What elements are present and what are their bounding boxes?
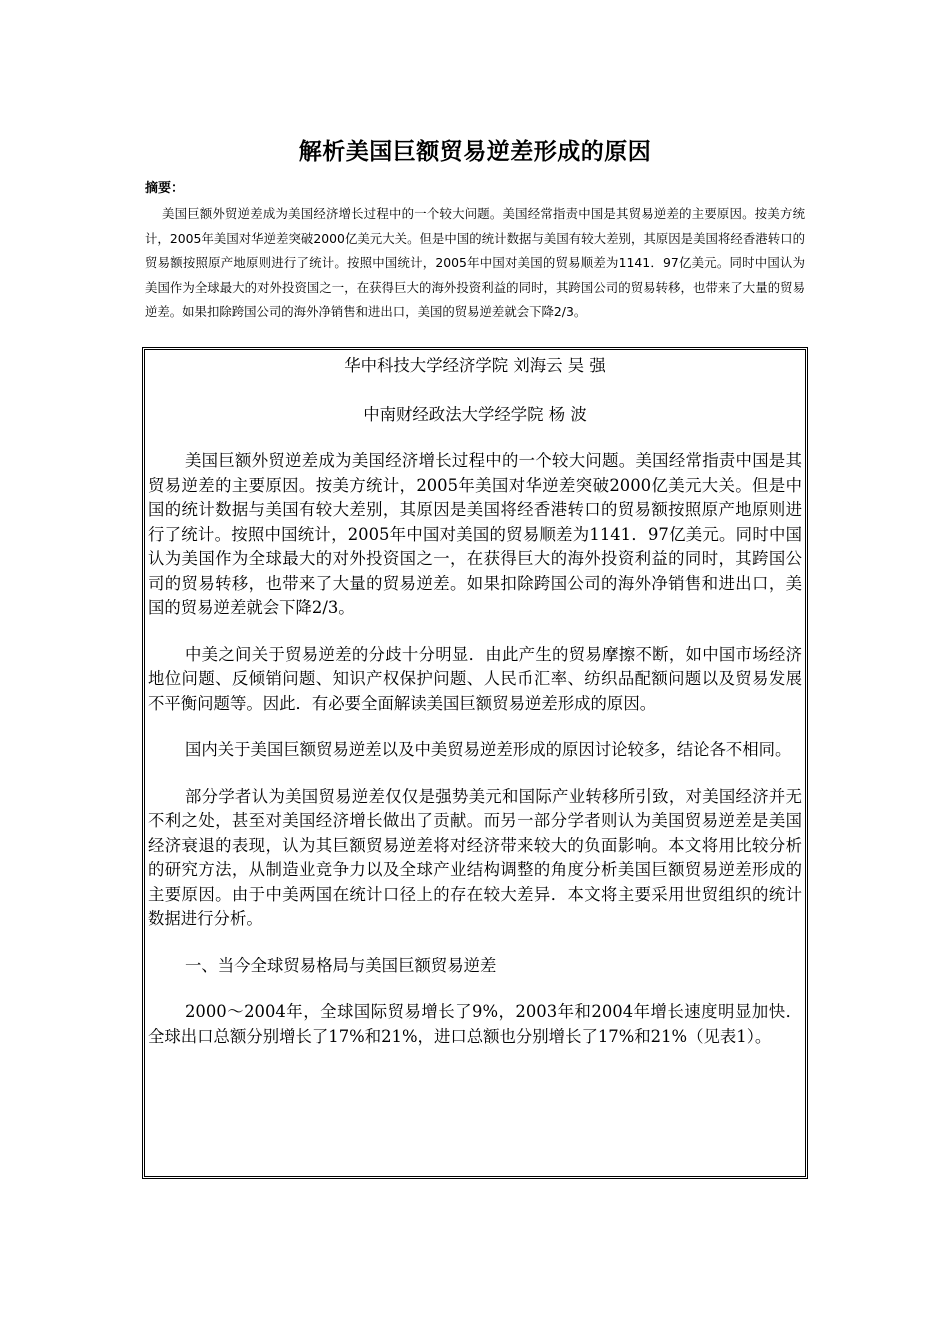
body-paragraph: 美国巨额外贸逆差成为美国经济增长过程中的一个较大问题。美国经常指责中国是其贸易逆差的主要原因。按美方统计，2005年美国对华逆差突破2000亿美元大关。但是中国的统计数据与美国有较大差别，其原因是美国将经香港转口的贸易额按照原产地原则进行了统计。按照中国统计，2005年中国对美国的贸易顺差为1141．97亿美元。同时中国认为美国作为全球最大的对外投资国之一，在获得巨大的海外投资利益的同时，其跨国公司的贸易转移，也带来了大量的贸易逆差。如果扣除跨国公司的海外净销售和进出口，美国的贸易逆差就会下降2/3。	[148, 451, 802, 617]
article-body	[148, 353, 802, 1049]
body-paragraph: 2000～2004年，全球国际贸易增长了9%，2003年和2004年增长速度明显加快．全球出口总额分别增长了17%和21%，进口总额也分别增长了17%和21%（见表1）。	[148, 1002, 802, 1046]
body-paragraph: 中美之间关于贸易逆差的分歧十分明显．由此产生的贸易摩擦不断，如中国市场经济地位问题、反倾销问题、知识产权保护问题、人民币汇率、纺织品配额问题以及贸易发展不平衡问题等。因此．有必要全面解读美国巨额贸易逆差形成的原因。	[148, 644, 802, 713]
article-frame	[142, 347, 808, 1179]
document-title: 解析美国巨额贸易逆差形成的原因	[298, 139, 652, 165]
abstract-text: 美国巨额外贸逆差成为美国经济增长过程中的一个较大问题。美国经常指责中国是其贸易逆差的主要原因。按美方统计，2005年美国对华逆差突破2000亿美元大关。但是中国的统计数据与美国有较大差别，其原因是美国将经香港转口的贸易额按照原产地原则进行了统计。按照中国统计，2005年中国对美国的贸易顺差为1141．97亿美元。同时中国认为美国作为全球最大的对外投资国之一，在获得巨大的海外投资利益的同时，其跨国公司的贸易转移，也带来了大量的贸易逆差。如果扣除跨国公司的海外净销售和进出口，美国的贸易逆差就会下降2/3。	[145, 206, 805, 320]
section-heading: 一、当今全球贸易格局与美国巨额贸易逆差	[185, 955, 497, 975]
body-paragraph: 国内关于美国巨额贸易逆差以及中美贸易逆差形成的原因讨论较多，结论各不相同。	[185, 740, 792, 759]
affiliation-line: 中南财经政法大学经学院 杨 波	[363, 405, 587, 424]
body-paragraph: 部分学者认为美国贸易逆差仅仅是强势美元和国际产业转移所引致，对美国经济并无不利之处，甚至对美国经济增长做出了贡献。而另一部分学者则认为美国贸易逆差是美国经济衰退的表现，认为其巨额贸易逆差将对经济带来较大的负面影响。本文将用比较分析的研究方法，从制造业竞争力以及全球产业结构调整的角度分析美国巨额贸易逆差形成的主要原因。由于中美两国在统计口径上的存在较大差异．本文将主要采用世贸组织的统计数据进行分析。	[148, 786, 802, 928]
affiliation-line: 华中科技大学经济学院 刘海云 吴 强	[344, 356, 606, 375]
abstract-label: 摘要：	[145, 181, 185, 196]
